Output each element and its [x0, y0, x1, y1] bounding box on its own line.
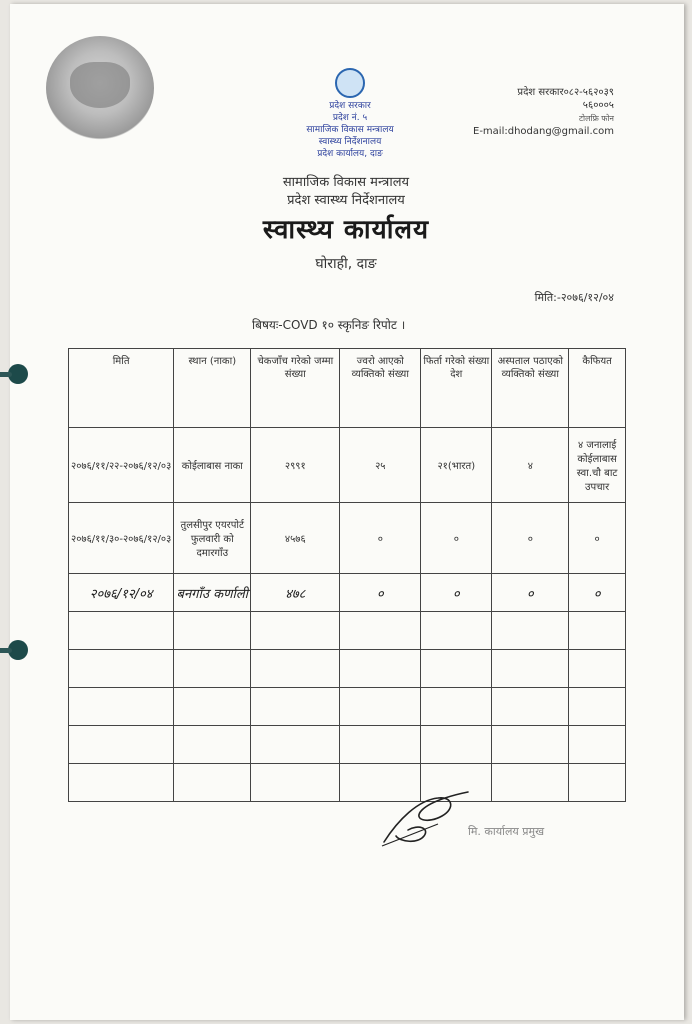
signature: [378, 790, 474, 848]
office-title: स्वास्थ्य कार्यालय: [262, 215, 430, 245]
cell-hospital: ४: [492, 428, 569, 503]
cell-remarks: ०: [569, 574, 626, 612]
cell-blank: [251, 764, 340, 802]
cell-blank: [569, 764, 626, 802]
cell-fever: ०: [340, 503, 421, 574]
cell-fever: ०: [340, 574, 421, 612]
cell-hospital: ०: [492, 503, 569, 574]
binding-ring-top: [8, 364, 28, 384]
cell-blank: [251, 688, 340, 726]
cell-checked: ४७८: [251, 574, 340, 612]
col-header-location: स्थान (नाका): [174, 349, 251, 428]
cell-blank: [251, 612, 340, 650]
ministry-name: सामाजिक विकास मन्त्रालय: [282, 175, 410, 190]
col-header-remarks: कैफियत: [569, 349, 626, 428]
table-header-row: [69, 349, 626, 428]
cell-blank: [174, 612, 251, 650]
cell-blank: [340, 650, 421, 688]
col-header-fever: ज्वरो आएको व्यक्तिको संख्या: [340, 349, 421, 428]
table-row-blank: [69, 650, 626, 688]
table-row-blank: [69, 612, 626, 650]
nepal-emblem: [46, 36, 154, 140]
cell-blank: [569, 650, 626, 688]
letter-date: मिति:-२०७६/१२/०४: [534, 291, 614, 304]
cell-checked: २९९१: [251, 428, 340, 503]
email: E-mail:dhodang@gmail.com: [473, 126, 614, 137]
cell-blank: [69, 764, 174, 802]
cell-blank: [174, 650, 251, 688]
cell-blank: [492, 688, 569, 726]
cell-blank: [492, 650, 569, 688]
office-location: घोराही, दाङ: [315, 256, 377, 272]
office-stamp: [300, 68, 400, 168]
stamp-line: प्रदेश कार्यालय, दाङ: [317, 149, 383, 159]
cell-blank: [569, 726, 626, 764]
cell-remarks: ४ जनालाई कोईलाबास स्वा.चौ बाट उपचार: [569, 428, 626, 503]
table-row-blank: [69, 726, 626, 764]
fax-number: ५६०००५: [582, 100, 614, 111]
cell-blank: [492, 764, 569, 802]
cell-returned: ०: [421, 503, 492, 574]
phone-number: प्रदेश सरकार०८२-५६२०३९: [517, 87, 614, 98]
cell-blank: [69, 726, 174, 764]
directorate-name: प्रदेश स्वास्थ्य निर्देशनालय: [287, 193, 405, 208]
cell-blank: [174, 688, 251, 726]
contact-block: [473, 86, 614, 138]
cell-blank: [69, 650, 174, 688]
table-row: [69, 428, 626, 503]
cell-location: तुलसीपुर एयरपोर्ट फुलवारी को दमारगाँउ: [174, 503, 251, 574]
stamp-line: सामाजिक विकास मन्त्रालय: [306, 125, 394, 135]
cell-blank: [340, 612, 421, 650]
cell-blank: [421, 726, 492, 764]
table-row-blank: [69, 688, 626, 726]
cell-date: २०७६/११/२२-२०७६/१२/०३: [69, 428, 174, 503]
fax-label: टोलफ्रि फोन: [579, 114, 614, 123]
cell-blank: [492, 726, 569, 764]
cell-blank: [421, 688, 492, 726]
cell-location: बनगाँउ कर्णाली: [174, 574, 251, 612]
cell-fever: २५: [340, 428, 421, 503]
cell-blank: [174, 726, 251, 764]
cell-returned: २१(भारत): [421, 428, 492, 503]
table-row: [69, 503, 626, 574]
signature-label: मि. कार्यालय प्रमुख: [468, 825, 545, 838]
stamp-seal-icon: [335, 68, 365, 98]
cell-blank: [69, 612, 174, 650]
screening-report-table: [68, 348, 626, 802]
cell-blank: [251, 650, 340, 688]
cell-location: कोईलाबास नाका: [174, 428, 251, 503]
cell-blank: [569, 688, 626, 726]
binding-ring-bottom: [8, 640, 28, 660]
cell-hospital: ०: [492, 574, 569, 612]
cell-checked: ४५७६: [251, 503, 340, 574]
cell-date: २०७६/१२/०४: [69, 574, 174, 612]
stamp-line: स्वास्थ्य निर्देशनालय: [318, 137, 382, 147]
cell-blank: [174, 764, 251, 802]
cell-date: २०७६/११/३०-२०७६/१२/०३: [69, 503, 174, 574]
cell-blank: [421, 612, 492, 650]
stamp-line: प्रदेश नं. ५: [332, 113, 368, 123]
letter-subject: बिषयः-COVD १० स्कृनिङ रिपोट ।: [252, 318, 406, 332]
cell-blank: [251, 726, 340, 764]
cell-blank: [69, 688, 174, 726]
col-header-hospital: अस्पताल पठाएको व्यक्तिको संख्या: [492, 349, 569, 428]
table-row: [69, 574, 626, 612]
col-header-returned: फिर्ता गरेको संख्या देश: [421, 349, 492, 428]
table-row-blank: [69, 764, 626, 802]
cell-blank: [340, 726, 421, 764]
col-header-date: मिति: [69, 349, 174, 428]
cell-returned: ०: [421, 574, 492, 612]
cell-blank: [421, 650, 492, 688]
cell-blank: [492, 612, 569, 650]
cell-blank: [569, 612, 626, 650]
cell-remarks: ०: [569, 503, 626, 574]
col-header-checked: चेकजाँच गरेको जम्मा संख्या: [251, 349, 340, 428]
cell-blank: [340, 688, 421, 726]
stamp-line: प्रदेश सरकार: [329, 101, 371, 111]
